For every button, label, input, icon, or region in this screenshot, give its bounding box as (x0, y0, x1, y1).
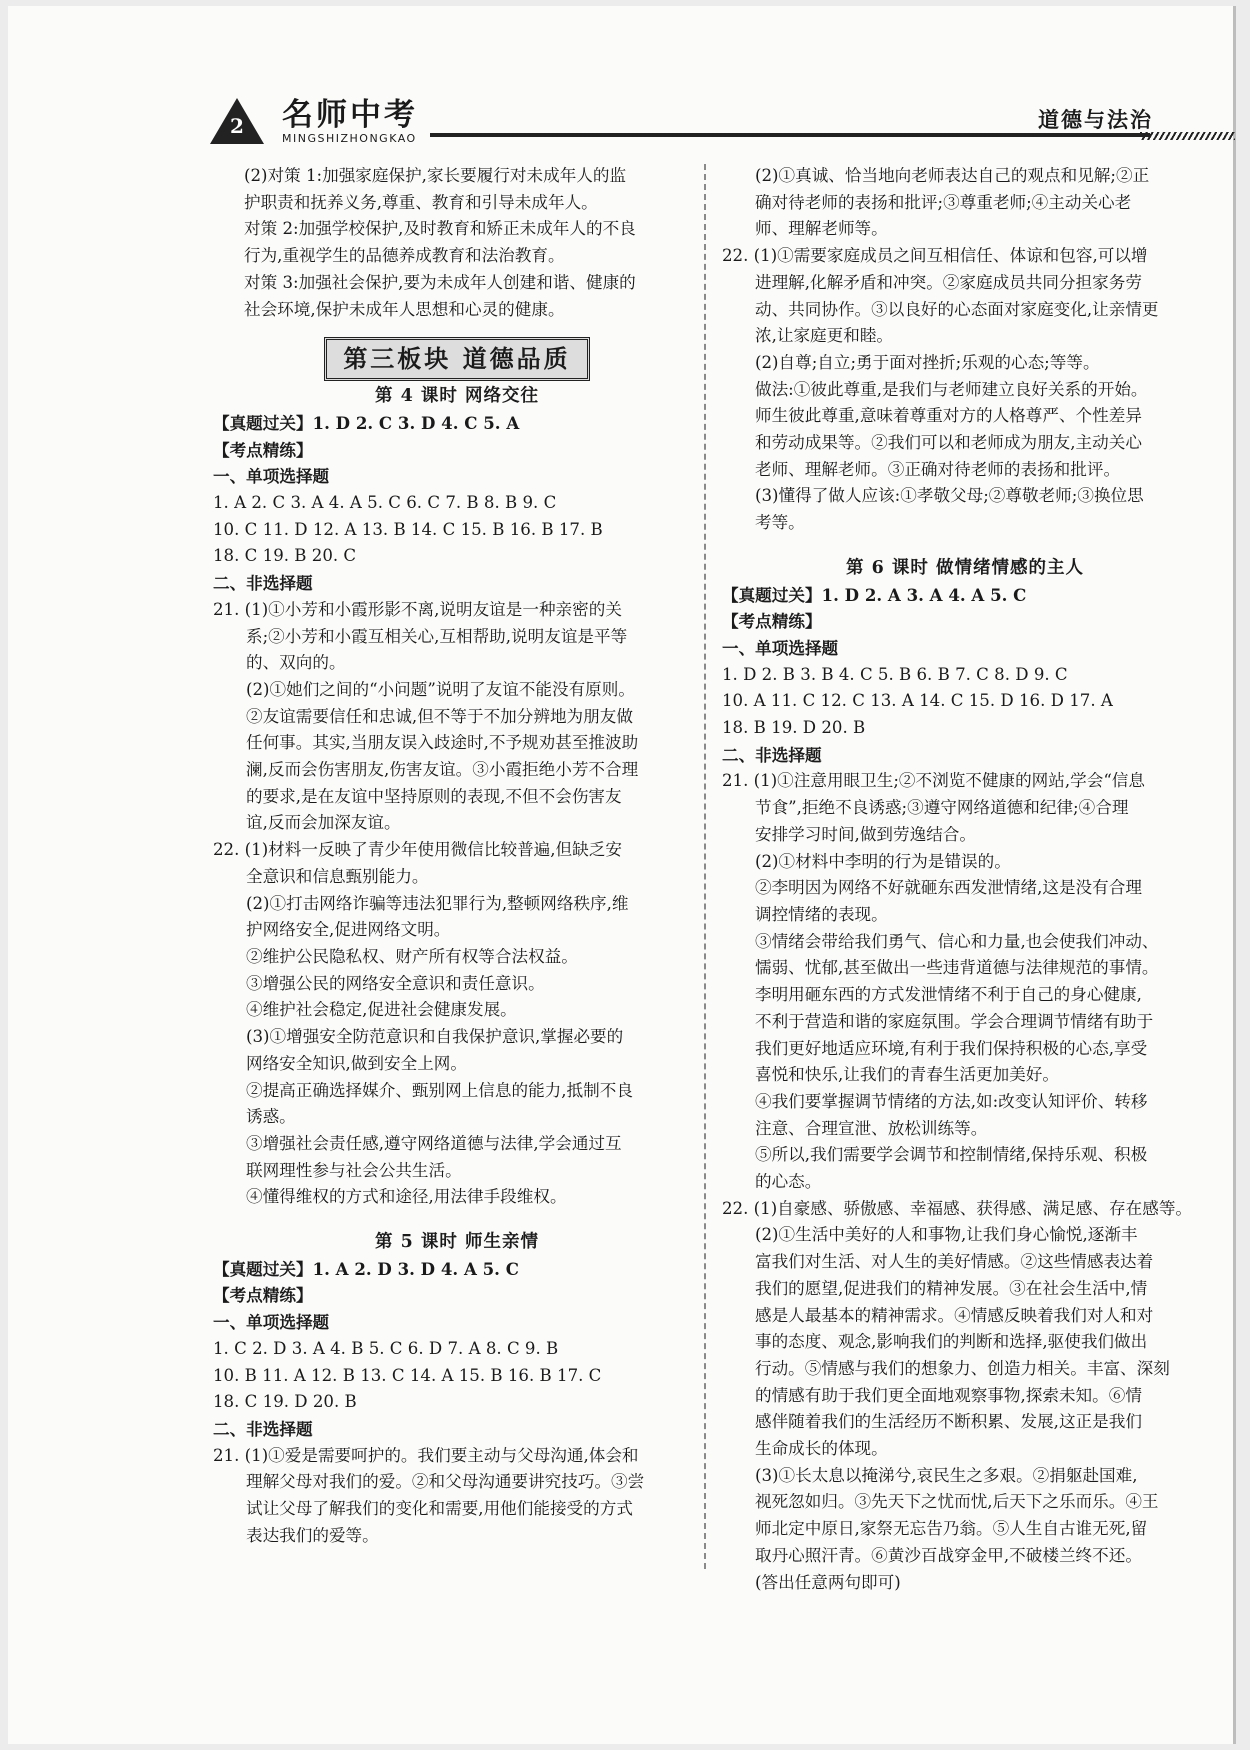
text-line: ⑤所以,我们需要学会调节和控制情绪,保持乐观、积极 (755, 1145, 1148, 1165)
lesson-title: 第 4 课时 网络交往 (375, 386, 539, 407)
text-line: 对策 2:加强学校保护,及时教育和矫正未成年人的不良 (244, 219, 636, 239)
subsection-heading: 一、单项选择题 (722, 637, 839, 658)
text-line: 的要求,是在友谊中坚持原则的表现,不但不会伤害友 (246, 786, 622, 806)
text-line: (2)对策 1:加强家庭保护,家长要履行对未成年人的监 (244, 166, 627, 185)
answer-row: 1. A 2. C 3. A 4. A 5. C 6. C 7. B 8. B 9. C (213, 493, 557, 513)
text-line: 社会环境,保护未成年人思想和心灵的健康。 (244, 299, 565, 319)
text-line: 考等。 (755, 513, 805, 533)
subsection-heading: 一、单项选择题 (213, 466, 330, 487)
kaodian-heading: 【考点精练】 (722, 611, 822, 632)
text-line: 的、双向的。 (246, 653, 346, 673)
text-line: (2)①材料中李明的行为是错误的。 (755, 851, 1011, 871)
brand-title: 名师中考 (282, 97, 418, 133)
zhenti-answers: 【真题过关】1. D 2. A 3. A 4. A 5. C (722, 584, 1027, 605)
answer-row: 18. B 19. D 20. B (722, 718, 866, 738)
text-line: (3)①增强安全防范意识和自我保护意识,掌握必要的 (246, 1027, 624, 1047)
text-line: 做法:①彼此尊重,是我们与老师建立良好关系的开始。 (755, 379, 1148, 399)
text-line: 感是人最基本的精神需求。④情感反映着我们对人和对 (755, 1305, 1154, 1325)
text-line: 全意识和信息甄别能力。 (246, 866, 429, 886)
kaodian-heading: 【考点精练】 (213, 439, 313, 460)
subject-title: 道德与法治 (1038, 108, 1153, 132)
lesson-title: 第 5 课时 师生亲情 (375, 1232, 539, 1253)
text-line: (2)①真诚、恰当地向老师表达自己的观点和见解;②正 (755, 166, 1150, 185)
text-line: ③增强公民的网络安全意识和责任意识。 (246, 973, 545, 993)
text-line: 师、理解老师等。 (755, 219, 888, 239)
text-line: 生命成长的体现。 (755, 1439, 888, 1459)
text-line: 网络安全知识,做到安全上网。 (246, 1053, 467, 1073)
answer-row: 10. B 11. A 12. B 13. C 14. A 15. B 16. B 17. C (213, 1365, 602, 1385)
text-line: (2)①打击网络诈骗等违法犯罪行为,整顿网络秩序,维 (246, 893, 629, 913)
header-hatch (1140, 132, 1235, 140)
page-number: 2 (230, 114, 244, 138)
text-line: 诱惑。 (246, 1107, 296, 1127)
page-header (200, 92, 1235, 154)
kaodian-heading: 【考点精练】 (213, 1285, 313, 1306)
text-line: ③增强社会责任感,遵守网络道德与法律,学会通过互 (246, 1133, 622, 1153)
answer-row: 10. C 11. D 12. A 13. B 14. C 15. B 16. B 17. B (213, 519, 603, 539)
answer-row: 1. D 2. B 3. B 4. C 5. B 6. B 7. C 8. D 9. C (722, 664, 1068, 684)
text-line: 安排学习时间,做到劳逸结合。 (755, 824, 976, 844)
text-line: 对策 3:加强社会保护,要为未成年人创建和谐、健康的 (244, 272, 636, 292)
subsection-heading: 二、非选择题 (722, 744, 822, 765)
text-line: ④懂得维权的方式和途径,用法律手段维权。 (246, 1187, 567, 1207)
section-banner: 第三板块 道德品质 (324, 337, 589, 381)
zhenti-answers: 【真题过关】1. A 2. D 3. D 4. A 5. C (213, 1258, 519, 1279)
text-line: 事的态度、观念,影响我们的判断和选择,驱使我们做出 (755, 1332, 1148, 1352)
text-line: 动、共同协作。③以良好的心态面对家庭变化,让亲情更 (755, 299, 1159, 319)
subsection-heading: 一、单项选择题 (213, 1312, 330, 1333)
text-line: ②提高正确选择媒介、甄别网上信息的能力,抵制不良 (246, 1080, 633, 1100)
text-line: ④我们要掌握调节情绪的方法,如:改变认知评价、转移 (755, 1091, 1148, 1111)
text-line: 富我们对生活、对人生的美好情感。②这些情感表达着 (755, 1252, 1154, 1272)
text-line: 和劳动成果等。②我们可以和老师成为朋友,主动关心 (755, 433, 1142, 453)
left-column (213, 163, 701, 1549)
text-line: ②李明因为网络不好就砸东西发泄情绪,这是没有合理 (755, 878, 1142, 898)
text-line: 确对待老师的表扬和批评;③尊重老师;④主动关心老 (755, 192, 1132, 212)
lesson-title: 第 6 课时 做情绪情感的主人 (846, 557, 1084, 578)
text-line: (3)①长太息以掩涕兮,哀民生之多艰。②捐躯赴国难, (755, 1465, 1138, 1485)
text-line: 感伴随着我们的生活经历不断积累、发展,这正是我们 (755, 1412, 1142, 1432)
text-line: 老师、理解老师。③正确对待老师的表扬和批评。 (755, 459, 1121, 479)
text-line: 的心态。 (755, 1172, 822, 1192)
text-line: 懦弱、忧郁,甚至做出一些违背道德与法律规范的事情。 (755, 958, 1159, 978)
text-line: 护职责和抚养义务,尊重、教育和引导未成年人。 (244, 192, 598, 212)
text-line: 师生彼此尊重,意味着尊重对方的人格尊严、个性差异 (755, 406, 1142, 426)
text-line: 21. (1)①小芳和小霞形影不离,说明友谊是一种亲密的关 (213, 599, 622, 619)
text-line: ④维护社会稳定,促进社会健康发展。 (246, 1000, 517, 1020)
text-line: 进理解,化解矛盾和冲突。②家庭成员共同分担家务劳 (755, 272, 1142, 292)
text-line: (答出任意两句即可) (755, 1572, 901, 1592)
right-column (722, 163, 1208, 1596)
text-line: 联网理性参与社会公共生活。 (246, 1160, 462, 1180)
text-line: 任何事。其实,当朋友误入歧途时,不予规劝甚至推波助 (246, 733, 639, 753)
text-line: 取丹心照汗青。⑥黄沙百战穿金甲,不破楼兰终不还。 (755, 1545, 1142, 1565)
answer-row: 18. C 19. B 20. C (213, 546, 357, 566)
text-line: 理解父母对我们的爱。②和父母沟通要讲究技巧。③尝 (246, 1472, 645, 1492)
subsection-heading: 二、非选择题 (213, 573, 313, 594)
text-line: 21. (1)①爱是需要呵护的。我们要主动与父母沟通,体会和 (213, 1445, 639, 1465)
text-line: 喜悦和快乐,让我们的青春生活更加美好。 (755, 1065, 1059, 1085)
text-line: 我们的愿望,促进我们的精神发展。③在社会生活中,情 (755, 1278, 1148, 1298)
text-line: (2)①生活中美好的人和事物,让我们身心愉悦,逐渐丰 (755, 1225, 1138, 1245)
text-line: 试让父母了解我们的变化和需要,用他们能接受的方式 (246, 1499, 633, 1519)
text-line: 护网络安全,促进网络文明。 (246, 920, 451, 940)
text-line: 行动。⑤情感与我们的想象力、创造力相关。丰富、深刻 (755, 1358, 1170, 1378)
text-line: ③情绪会带给我们勇气、信心和力量,也会使我们冲动、 (755, 931, 1159, 951)
text-line: (3)懂得了做人应该:①孝敬父母;②尊敬老师;③换位思 (755, 486, 1144, 506)
text-line: 李明用砸东西的方式发泄情绪不利于自己的身心健康, (755, 985, 1142, 1005)
text-line: 我们更好地适应环境,有利于我们保持积极的心态,享受 (755, 1038, 1148, 1058)
text-line: 行为,重视学生的品德养成教育和法治教育。 (244, 246, 565, 266)
brand-logo (282, 98, 418, 146)
text-line: ②友谊需要信任和忠诚,但不等于不加分辨地为朋友做 (246, 706, 633, 726)
text-line: 视死忽如归。③先天下之忧而忧,后天下之乐而乐。④王 (755, 1492, 1159, 1512)
text-line: 浓,让家庭更和睦。 (755, 326, 894, 346)
zhenti-answers: 【真题过关】1. D 2. C 3. D 4. C 5. A (213, 412, 520, 433)
text-line: 节食”,拒绝不良诱惑;③遵守网络道德和纪律;④合理 (755, 798, 1129, 818)
answer-row: 18. C 19. D 20. B (213, 1392, 357, 1412)
text-line: 澜,反而会伤害朋友,伤害友谊。③小霞拒绝小芳不合理 (246, 760, 639, 780)
subsection-heading: 二、非选择题 (213, 1418, 313, 1439)
text-line: (2)①她们之间的“小问题”说明了友谊不能没有原则。 (246, 679, 635, 699)
text-line: 不利于营造和谐的家庭氛围。学会合理调节情绪有助于 (755, 1011, 1154, 1031)
page-number-badge (210, 98, 264, 144)
brand-subtitle: MINGSHIZHONGKAO (282, 132, 417, 145)
text-line: 22. (1)①需要家庭成员之间互相信任、体谅和包容,可以增 (722, 246, 1148, 266)
column-divider (704, 164, 706, 1569)
text-line: (2)自尊;自立;勇于面对挫折;乐观的心态;等等。 (755, 352, 1100, 372)
text-line: ②维护公民隐私权、财产所有权等合法权益。 (246, 946, 578, 966)
text-line: 表达我们的爱等。 (246, 1525, 379, 1545)
answer-row: 10. A 11. C 12. C 13. A 14. C 15. D 16. D 17. A (722, 691, 1113, 711)
text-line: 注意、合理宣泄、放松训练等。 (755, 1118, 988, 1138)
text-line: 谊,反而会加深友谊。 (246, 813, 401, 833)
text-line: 21. (1)①注意用眼卫生;②不浏览不健康的网站,学会“信息 (722, 771, 1145, 791)
text-line: 调控情绪的表现。 (755, 904, 888, 924)
text-line: 22. (1)材料一反映了青少年使用微信比较普遍,但缺乏安 (213, 840, 622, 860)
answer-row: 1. C 2. D 3. A 4. B 5. C 6. D 7. A 8. C 9. B (213, 1338, 559, 1358)
text-line: 系;②小芳和小霞互相关心,互相帮助,说明友谊是平等 (246, 626, 628, 646)
text-line: 22. (1)自豪感、骄傲感、幸福感、获得感、满足感、存在感等。 (722, 1198, 1193, 1218)
text-line: 的情感有助于我们更全面地观察事物,探索未知。⑥情 (755, 1385, 1142, 1405)
text-line: 师北定中原日,家祭无忘告乃翁。⑤人生自古谁无死,留 (755, 1519, 1148, 1539)
